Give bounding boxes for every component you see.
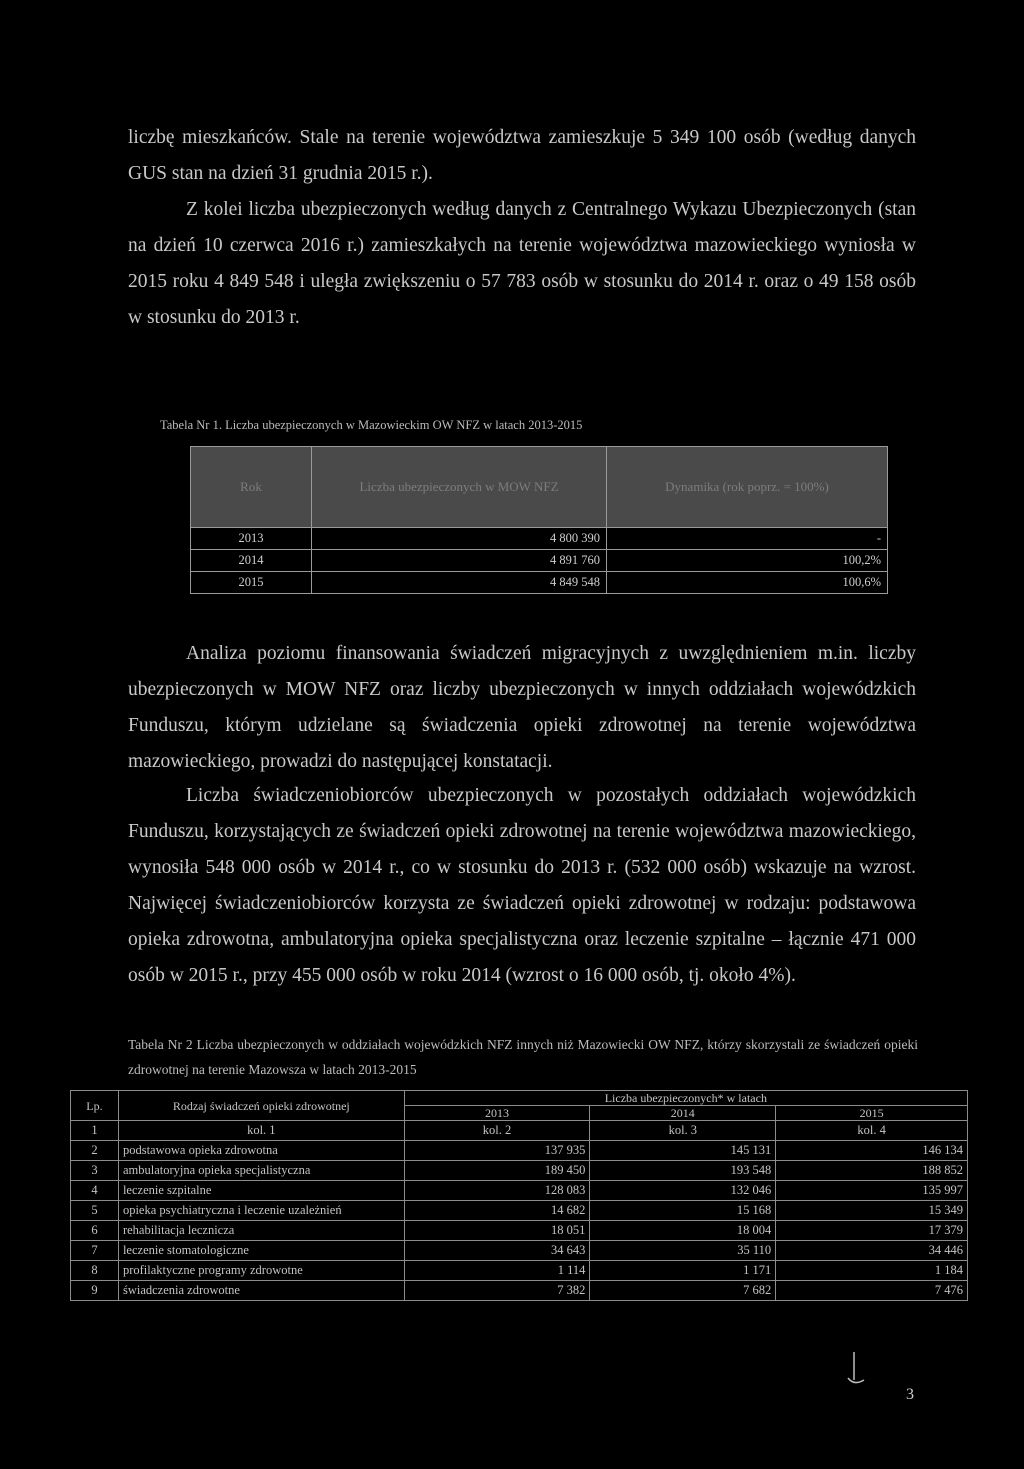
table2-cell: 8 (71, 1261, 119, 1281)
table2-cell: 7 (71, 1241, 119, 1261)
table1-cell: - (607, 528, 888, 550)
table-row (191, 572, 888, 594)
table2-cell: 35 110 (590, 1241, 776, 1261)
table2-cell: 1 184 (776, 1261, 968, 1281)
table2-cell: leczenie szpitalne (118, 1181, 404, 1201)
table2-cell: 1 (71, 1121, 119, 1141)
table2-header-year: 2015 (776, 1106, 968, 1121)
table1-cell: 2013 (191, 528, 312, 550)
table2-caption: Tabela Nr 2 Liczba ubezpieczonych w oddziałach wojewódzkich NFZ innych niż Mazowiecki OW NFZ, którzy skorzystali ze świadczeń opieki zdrowotnej na terenie Mazowsza w latach 2013-2015 (128, 1037, 918, 1077)
table2-cell: 14 682 (404, 1201, 590, 1221)
table1-cell: 4 891 760 (312, 550, 607, 572)
table1-caption: Tabela Nr 1. Liczba ubezpieczonych w Mazowieckim OW NFZ w latach 2013-2015 (160, 418, 583, 432)
table2-cell: 3 (71, 1161, 119, 1181)
table2-cell: 132 046 (590, 1181, 776, 1201)
table2-cell: kol. 2 (404, 1121, 590, 1141)
table2-header-year: 2013 (404, 1106, 590, 1121)
table1-cell: 2014 (191, 550, 312, 572)
table2-header-group: Liczba ubezpieczonych* w latach (404, 1091, 967, 1106)
table2-cell: 9 (71, 1281, 119, 1301)
table-row (71, 1241, 968, 1261)
table2-cell: kol. 3 (590, 1121, 776, 1141)
table-row (71, 1141, 968, 1161)
table-insured-mow (190, 446, 888, 594)
paragraph-analysis: Analiza poziomu finansowania świadczeń migracyjnych z uwzględnieniem m.in. liczby ubezpieczonych w MOW NFZ oraz liczby ubezpieczonych w innych oddziałach wojewódzkich Funduszu, którym udzielane są świadczenia opieki zdrowotnej na terenie województwa mazowieckiego, prowadzi do następującej konstatacji. (128, 643, 916, 772)
table-row (71, 1121, 968, 1141)
table2-cell: 1 114 (404, 1261, 590, 1281)
table2-cell: ambulatoryjna opieka specjalistyczna (118, 1161, 404, 1181)
paragraph-beneficiaries: Liczba świadczeniobiorców ubezpieczonych w pozostałych oddziałach wojewódzkich Funduszu, korzystających ze świadczeń opieki zdrowotnej na terenie województwa mazowieckiego, wynosiła 548 000 osób w 2014 r., co w stosunku do 2013 r. (532 000 osób) wskazuje na wzrost. Najwięcej świadczeniobiorców korzysta ze świadczeń opieki zdrowotnej w rodzaju: podstawowa opieka zdrowotna, ambulatoryjna opieka specjalistyczna oraz leczenie szpitalne – łącznie 471 000 osób w 2015 r., przy 455 000 osób w roku 2014 (wzrost o 16 000 osób, tj. około 4%). (128, 785, 916, 986)
table2-cell: 188 852 (776, 1161, 968, 1181)
table2-header-year: 2014 (590, 1106, 776, 1121)
table2-cell: 137 935 (404, 1141, 590, 1161)
table2-cell: leczenie stomatologiczne (118, 1241, 404, 1261)
table2-cell: 6 (71, 1221, 119, 1241)
table2-cell: 145 131 (590, 1141, 776, 1161)
table2-cell: kol. 4 (776, 1121, 968, 1141)
table2-cell: 128 083 (404, 1181, 590, 1201)
table2-cell: 15 349 (776, 1201, 968, 1221)
table1-cell: 100,2% (607, 550, 888, 572)
table-insured-other-branches (70, 1090, 968, 1301)
table2-cell: profilaktyczne programy zdrowotne (118, 1261, 404, 1281)
table2-header-lp: Lp. (71, 1091, 119, 1121)
table2-cell: 18 051 (404, 1221, 590, 1241)
table1-header-insured: Liczba ubezpieczonych w MOW NFZ (312, 447, 607, 528)
table2-cell: 7 476 (776, 1281, 968, 1301)
table1-header-dynamics: Dynamika (rok poprz. = 100%) (607, 447, 888, 528)
table2-cell: 15 168 (590, 1201, 776, 1221)
table2-cell: opieka psychiatryczna i leczenie uzależnień (118, 1201, 404, 1221)
table1-cell: 4 800 390 (312, 528, 607, 550)
handwritten-mark (838, 1350, 868, 1390)
table1-cell: 4 849 548 (312, 572, 607, 594)
table-row (71, 1181, 968, 1201)
table2-cell: 1 171 (590, 1261, 776, 1281)
table2-cell: 2 (71, 1141, 119, 1161)
table-row (71, 1221, 968, 1241)
table2-cell: 146 134 (776, 1141, 968, 1161)
paragraph-residents: liczbę mieszkańców. Stale na terenie województwa zamieszkuje 5 349 100 osób (według danych GUS stan na dzień 31 grudnia 2015 r.). (128, 127, 916, 184)
table1-cell: 100,6% (607, 572, 888, 594)
table2-cell: 4 (71, 1181, 119, 1201)
table2-cell: 34 446 (776, 1241, 968, 1261)
table2-cell: 7 682 (590, 1281, 776, 1301)
table2-header-type: Rodzaj świadczeń opieki zdrowotnej (118, 1091, 404, 1121)
table2-cell: rehabilitacja lecznicza (118, 1221, 404, 1241)
table2-cell: 135 997 (776, 1181, 968, 1201)
table-row (71, 1261, 968, 1281)
table2-cell: 7 382 (404, 1281, 590, 1301)
table2-cell: 17 379 (776, 1221, 968, 1241)
table1-cell: 2015 (191, 572, 312, 594)
table2-cell: 193 548 (590, 1161, 776, 1181)
table2-cell: 5 (71, 1201, 119, 1221)
table2-cell: podstawowa opieka zdrowotna (118, 1141, 404, 1161)
table-row (191, 528, 888, 550)
table2-cell: 18 004 (590, 1221, 776, 1241)
table-row (71, 1201, 968, 1221)
table-row (71, 1161, 968, 1181)
paragraph-insured: Z kolei liczba ubezpieczonych według danych z Centralnego Wykazu Ubezpieczonych (stan na dzień 10 czerwca 2016 r.) zamieszkałych na terenie województwa mazowieckiego wyniosła w 2015 roku 4 849 548 i uległa zwiększeniu o 57 783 osób w stosunku do 2014 r. oraz o 49 158 osób w stosunku do 2013 r. (128, 199, 916, 328)
table2-cell: świadczenia zdrowotne (118, 1281, 404, 1301)
table2-cell: 34 643 (404, 1241, 590, 1261)
table1-header-year: Rok (191, 447, 312, 528)
table2-cell: kol. 1 (118, 1121, 404, 1141)
page-number: 3 (906, 1386, 914, 1403)
table-row (191, 550, 888, 572)
table-row (71, 1281, 968, 1301)
table2-cell: 189 450 (404, 1161, 590, 1181)
